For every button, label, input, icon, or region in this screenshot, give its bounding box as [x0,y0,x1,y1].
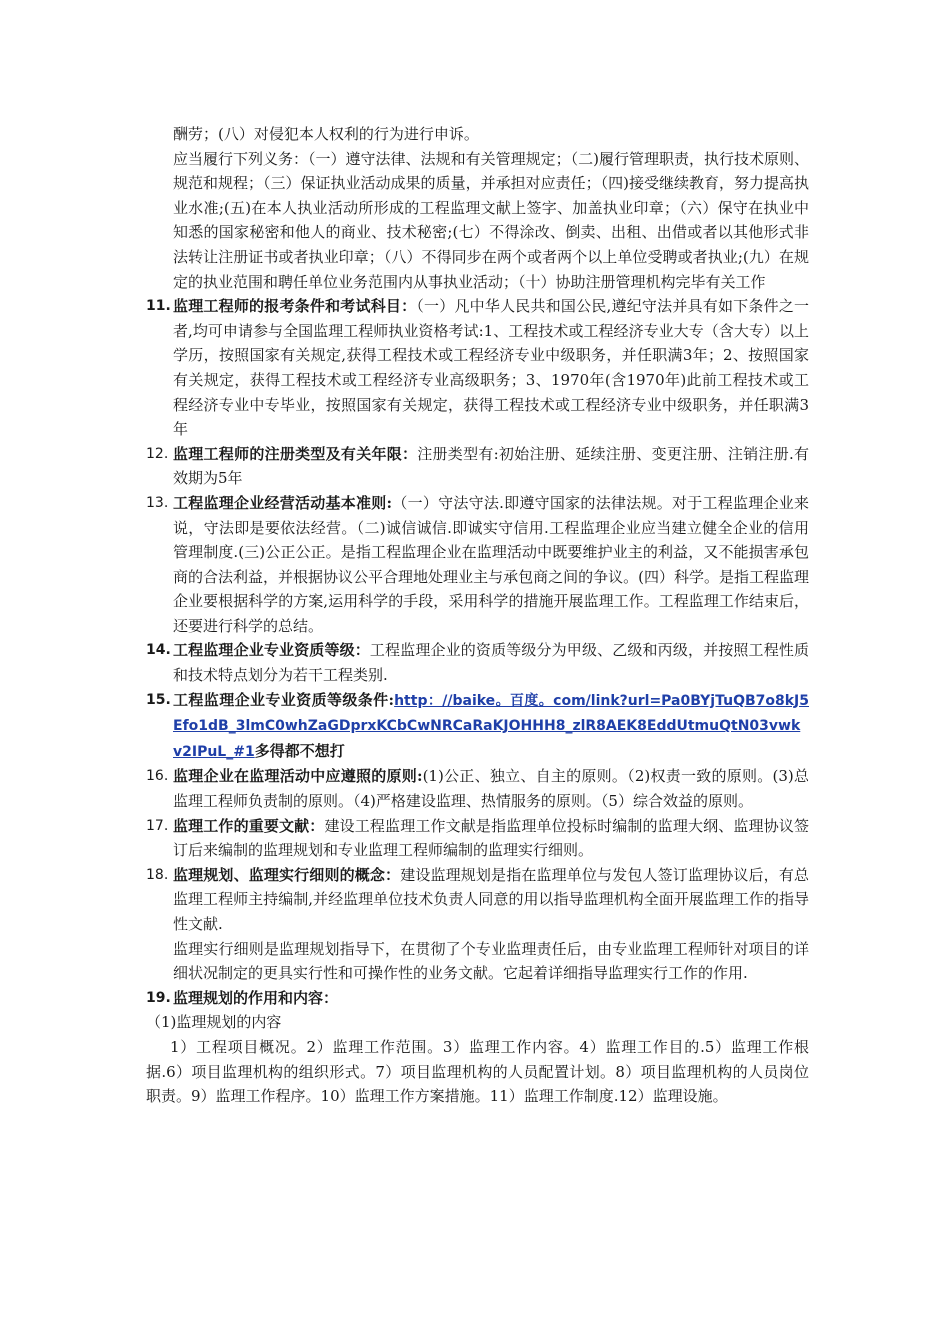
list-item-13 [0,491,809,639]
item-number: 17. [146,817,169,834]
paragraph-detail-rules: 监理实行细则是监理规划指导下，在贯彻了个专业监理责任后，由专业监理工程师针对项目的详细状况制定的更具实行性和可操作性的业务文献。它起着详细指导监理实行工作的作用. [173,939,809,983]
list-item-16 [0,764,809,813]
item-title: 监理工程师的报考条件和考试科目： [173,297,417,316]
paragraph-obligations: 应当履行下列义务：（一）遵守法律、法规和有关管理规定；（二)履行管理职责，执行技术原则、规范和规程；（三）保证执业活动成果的质量，并承担对应责任；（四)接受继续教育，努力提高执业水准;(五)在本人执业活动所形成的工程监理文献上签字、加盖执业印章；（六）保守在执业中知悉的国家秘密和他人的商业、技术秘密;(七）不得涂改、倒卖、出租、出借或者以其他形式非法转让注册证书或者执业印章；（八）不得同步在两个或者两个以上单位受聘或者执业;(九）在规定的执业范围和聘任单位业务范围内从事执业活动；（十）协助注册管理机构完毕有关工作 [173,149,809,291]
item-number: 11. [146,298,171,315]
item-number: 13. [146,494,169,511]
item-text: (1)公正、独立、自主的原则。（2)权责一致的原则。(3)总监理工程师负责制的原则。（4)严格建设监理、热情服务的原则。（5）综合效益的原则。 [173,767,809,811]
item-title: 监理规划的作用和内容： [173,988,339,1007]
baike-link[interactable]: http：//baike。百度。com/link?url=Pa0BYjTuQB7o8kJ5Efo1dB_3lmC0whZaGDprxKCbCwNRCaRaKJOHHH8_zlR8AEK8EddUtmuQtN03vwkv2IPuL_#1 [173,692,810,760]
item-text: 注册类型有:初始注册、延续注册、变更注册、注销注册.有效期为5年 [173,444,809,488]
item-text: 工程监理企业的资质等级分为甲级、乙级和丙级，并按照工程性质和技术特点划分为若干工程类别. [173,641,809,685]
item-number: 16. [146,768,169,785]
list-item-15 [0,688,809,765]
item-text: （一）凡中华人民共和国公民,遵纪守法并具有如下条件之一者,均可申请参与全国监理工程师执业资格考试:1、工程技术或工程经济专业大专（含大专）以上学历，按照国家有关规定,获得工程技术或工程经济专业中级职务，并任职满3年；2、按照国家有关规定，获得工程技术或工程经济专业高级职务；3、1970年(含1970年)此前工程技术或工程经济专业中专毕业，按照国家有关规定，获得工程技术或工程经济专业中级职务，并任职满3年 [173,297,809,439]
document-body [0,122,950,1109]
list-item-18 [0,863,809,937]
paragraph-rights-end: 酬劳；(八）对侵犯本人权利的行为进行申诉。 [173,125,479,143]
item-text: 多得都不想打 [254,741,345,760]
list-item-12 [0,442,809,491]
item-title: 工程监理企业专业资质等级条件: [173,690,395,709]
item-text: 建设工程监理工作文献是指监理单位投标时编制的监理大纲、监理协议签订后来编制的监理规划和专业监理工程师编制的监理实行细则。 [173,816,809,860]
list-item-14 [0,638,809,687]
list-item-11 [0,294,809,442]
item-number: 12. [146,445,169,462]
item-title: 监理工程师的注册类型及有关年限： [173,444,418,463]
item-title: 工程监理企业经营活动基本准则: [173,493,393,512]
item-title: 监理工作的重要文献： [173,816,325,835]
list-item-17 [0,814,809,863]
item-number: 19. [146,989,171,1006]
item-text: 建设监理规划是指在监理单位与发包人签订监理协议后，有总监理工程师主持编制,并经监理单位技术负责人同意的用以指导监理机构全面开展监理工作的指导性文献. [173,865,809,933]
list-item-19 [0,986,809,1011]
item-text: （一）守法守法.即遵守国家的法律法规。对于工程监理企业来说，守法即是要依法经营。（二)诚信诚信.即诚实守信用.工程监理企业应当建立健全企业的信用管理制度.(三)公正公正。是指工程监理企业在监理活动中既要维护业主的利益，又不能损害承包商的合法利益，并根据协议公平合理地处理业主与承包商之间的争议。(四）科学。是指工程监理企业要根据科学的方案,运用科学的手段，采用科学的措施开展监理工作。工程监理工作结束后，还要进行科学的总结。 [173,493,809,635]
item-number: 18. [146,866,169,883]
sub-heading: （1)监理规划的内容 [146,1013,282,1032]
sub-body: 1）工程项目概况。2）监理工作范围。3）监理工作内容。4）监理工作目的.5）监理工作根据.6）项目监理机构的组织形式。7）项目监理机构的人员配置计划。8）项目监理机构的人员岗位职责。9）监理工作程序。10）监理工作方案措施。11）监理工作制度.12）监理设施。 [146,1037,809,1106]
item-number: 15. [146,691,171,708]
item-title: 工程监理企业专业资质等级： [173,641,370,660]
item-title: 监理规划、监理实行细则的概念： [173,865,401,884]
item-number: 14. [146,642,171,659]
item-title: 监理企业在监理活动中应遵照的原则: [173,767,423,786]
